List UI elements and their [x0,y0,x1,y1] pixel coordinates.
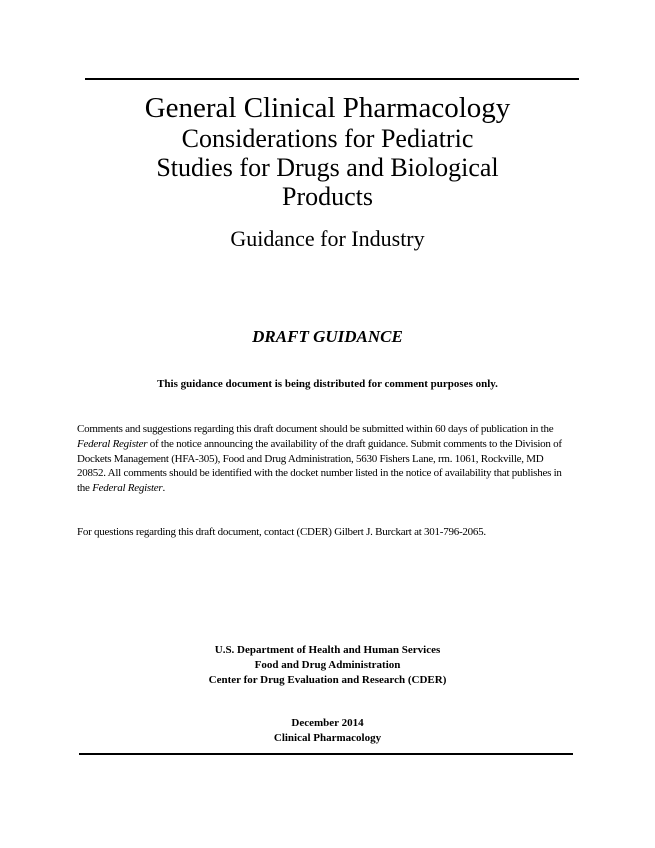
agency-line: U.S. Department of Health and Human Services [214,644,441,656]
document-title [60,92,595,211]
publication-date: December 2014 [291,717,364,729]
comments-paragraph [77,422,567,496]
comments-text: Comments and suggestions regarding this draft document should be submitted within 60 days of publication in the [77,423,554,435]
federal-register-italic: Federal Register [92,482,163,495]
title-main: General Clinical Pharmacology [144,92,511,124]
comments-text: . [162,482,165,495]
title-subtitle-line: Considerations for Pediatric [181,124,474,153]
office-name: Clinical Pharmacology [273,732,382,744]
agency-line: Center for Drug Evaluation and Research (CDER) [208,674,447,686]
agency-block [60,643,595,688]
title-subtitle-line: Products [282,182,373,211]
agency-line: Food and Drug Administration [254,659,401,671]
distribution-note: This guidance document is being distributed for comment purposes only. [157,378,498,390]
federal-register-italic: Federal Register [77,437,148,450]
guidance-for-industry: Guidance for Industry [230,226,425,251]
date-block [60,716,595,746]
contact-paragraph: For questions regarding this draft document, contact (CDER) Gilbert J. Burckart at 301-796-2065. [77,526,486,538]
comments-text: of the notice announcing the availability of the draft guidance. Submit comments to the Division of Dockets Management (HFA-305), Food and Drug Administration, 5630 Fishers Lane, rm. 1061, Rockville, MD 20852. All comments should be identified with the docket number listed in the notice of availability that publishes in the [77,437,562,495]
title-subtitle-line: Studies for Drugs and Biological [156,153,499,182]
title-subtitle [60,124,595,211]
top-horizontal-rule [85,78,579,80]
draft-guidance-heading: DRAFT GUIDANCE [252,327,403,346]
bottom-horizontal-rule [79,753,573,755]
